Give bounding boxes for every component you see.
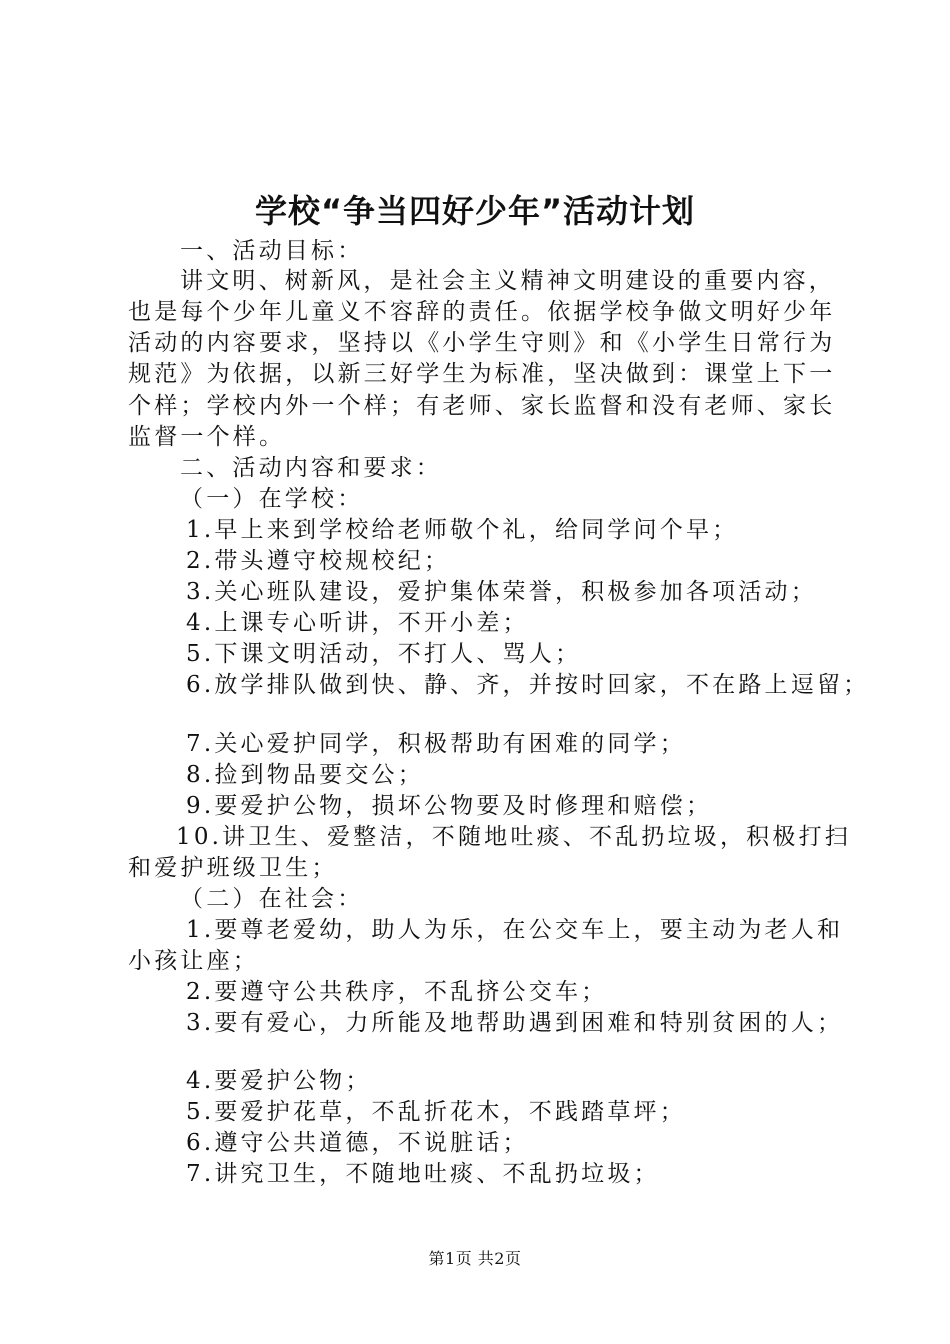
subsection-heading-school: （一）在学校： xyxy=(180,486,364,512)
subsection-heading-society: （二）在社会： xyxy=(180,886,364,912)
list-item: 2.要遵守公共秩序，不乱挤公交车； xyxy=(186,979,608,1005)
page-footer: 第1页 共2页 xyxy=(428,1249,522,1268)
list-item-continuation: 和爱护班级卫生； xyxy=(128,855,338,881)
paragraph-line: 讲文明、树新风，是社会主义精神文明建设的重要内容， xyxy=(180,268,835,294)
list-item: 3.要有爱心，力所能及地帮助遇到困难和特别贫困的人； xyxy=(186,1010,844,1036)
paragraph-line: 规范》为依据，以新三好学生为标准，坚决做到：课堂上下一 xyxy=(128,361,836,387)
list-item: 7.关心爱护同学，积极帮助有困难的同学； xyxy=(186,731,686,757)
list-item: 6.放学排队做到快、静、齐，并按时回家，不在路上逗留； xyxy=(186,672,870,698)
list-item: 7.讲究卫生，不随地吐痰、不乱扔垃圾； xyxy=(186,1161,660,1187)
list-item: 6.遵守公共道德，不说脏话； xyxy=(186,1130,529,1156)
list-item: 5.要爱护花草，不乱折花木，不践踏草坪； xyxy=(186,1099,686,1125)
paragraph-line: 活动的内容要求，坚持以《小学生守则》和《小学生日常行为 xyxy=(128,330,836,356)
section-heading-goal: 一、活动目标： xyxy=(180,238,364,264)
list-item-continuation: 小孩让座； xyxy=(128,948,259,974)
list-item: 1.要尊老爱幼，助人为乐，在公交车上，要主动为老人和 xyxy=(186,917,844,943)
document-title: 学校“争当四好少年”活动计划 xyxy=(254,192,696,230)
list-item: 2.带头遵守校规校纪； xyxy=(186,548,451,574)
list-item: 3.关心班队建设，爱护集体荣誉，积极参加各项活动； xyxy=(186,579,817,605)
list-item: 5.下课文明活动，不打人、骂人； xyxy=(186,641,582,667)
list-item: 8.捡到物品要交公； xyxy=(186,762,424,788)
list-item: 1.早上来到学校给老师敬个礼，给同学问个早； xyxy=(186,517,739,543)
section-heading-content: 二、活动内容和要求： xyxy=(180,455,442,481)
list-item: 10.讲卫生、爱整洁，不随地吐痰、不乱扔垃圾，积极打扫 xyxy=(176,824,851,850)
paragraph-line: 也是每个少年儿童义不容辞的责任。依据学校争做文明好少年 xyxy=(128,299,836,325)
paragraph-line: 个样；学校内外一个样；有老师、家长监督和没有老师、家长 xyxy=(128,393,836,419)
list-item: 4.上课专心听讲，不开小差； xyxy=(186,610,529,636)
list-item: 4.要爱护公物； xyxy=(186,1068,372,1094)
list-item: 9.要爱护公物，损坏公物要及时修理和赔偿； xyxy=(186,793,713,819)
paragraph-line: 监督一个样。 xyxy=(128,424,286,450)
